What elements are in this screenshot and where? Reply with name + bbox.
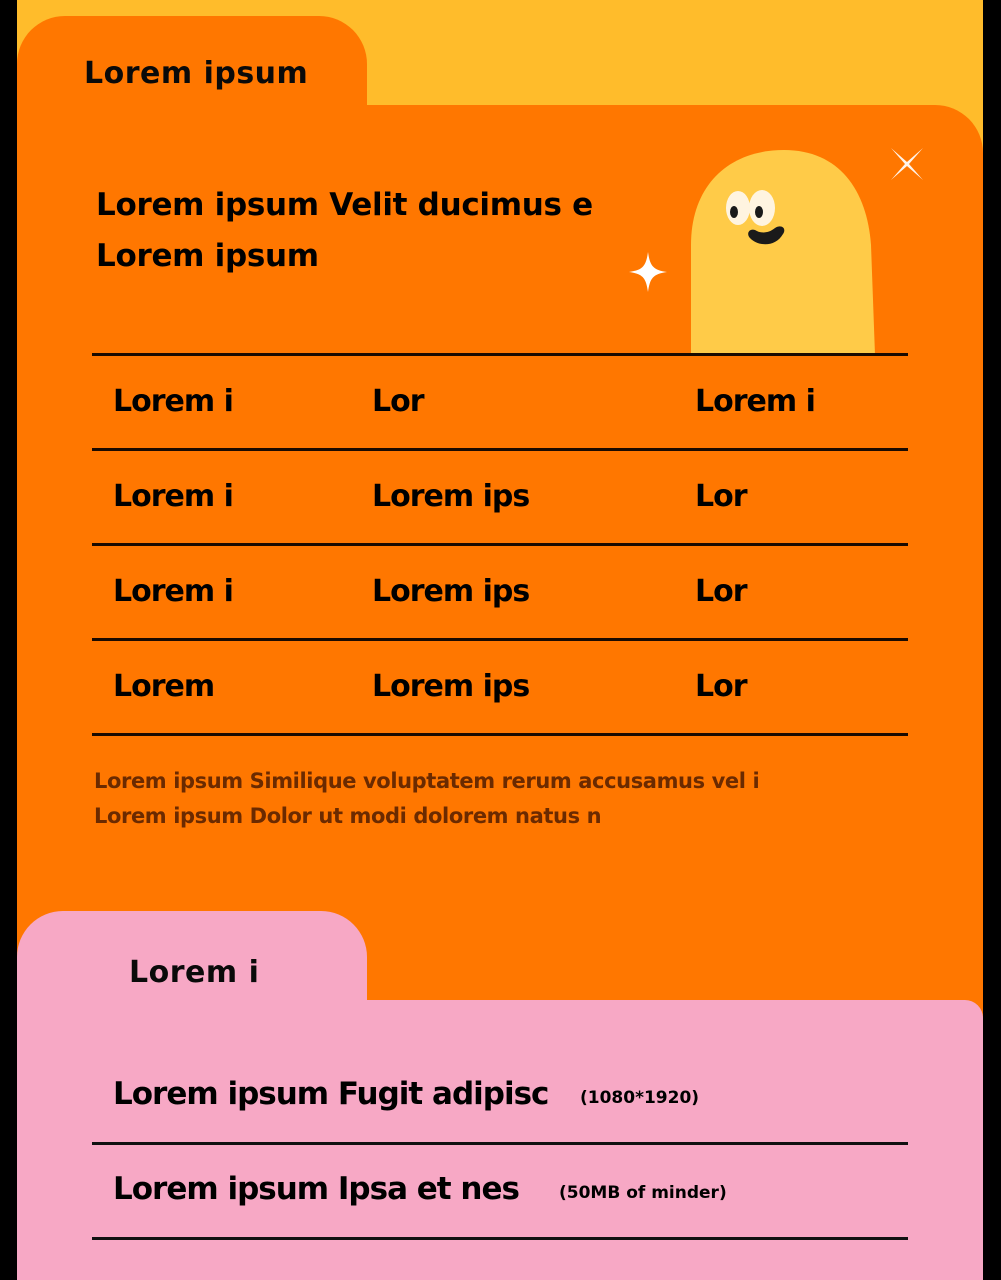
footnote-line-1: Lorem ipsum Similique voluptatem rerum accusamus vel i xyxy=(94,769,760,793)
table-header-cell: Lorem i xyxy=(113,384,233,419)
table-header-cell: Lorem i xyxy=(695,384,815,419)
spec-detail: (1080*1920) xyxy=(580,1088,700,1108)
table-header-cell: Lor xyxy=(372,384,424,419)
data-table xyxy=(92,353,908,736)
list-item xyxy=(92,1050,908,1145)
headline-line-2: Lorem ipsum xyxy=(96,238,319,274)
table-cell: Lorem ips xyxy=(372,574,530,609)
table-cell: Lor xyxy=(695,479,747,514)
spec-label: Lorem ipsum Fugit adipisc xyxy=(113,1076,549,1112)
list-item xyxy=(92,1145,908,1240)
table-cell: Lorem xyxy=(113,669,215,704)
table-cell: Lor xyxy=(695,574,747,609)
table-cell: Lorem i xyxy=(113,479,233,514)
pink-tab-title: Lorem i xyxy=(129,955,260,990)
table-cell: Lorem ips xyxy=(372,479,530,514)
orange-tab-title: Lorem ipsum xyxy=(84,56,309,91)
spec-label: Lorem ipsum Ipsa et nes xyxy=(113,1171,519,1207)
page-canvas xyxy=(17,0,983,1280)
table-row xyxy=(92,638,908,736)
headline xyxy=(96,180,616,282)
mascot-illustration xyxy=(689,150,875,355)
table-cell: Lor xyxy=(695,669,747,704)
footnote xyxy=(94,764,894,834)
headline-line-1: Lorem ipsum Velit ducimus e xyxy=(96,187,593,223)
spec-detail: (50MB of minder) xyxy=(559,1183,727,1203)
table-row xyxy=(92,543,908,638)
sparkle-x-icon xyxy=(889,146,925,182)
footnote-line-2: Lorem ipsum Dolor ut modi dolorem natus n xyxy=(94,804,602,828)
table-cell: Lorem i xyxy=(113,574,233,609)
table-header-row xyxy=(92,353,908,448)
table-row xyxy=(92,448,908,543)
table-cell: Lorem ips xyxy=(372,669,530,704)
spec-list xyxy=(92,1050,908,1240)
sparkle-icon xyxy=(629,252,667,292)
